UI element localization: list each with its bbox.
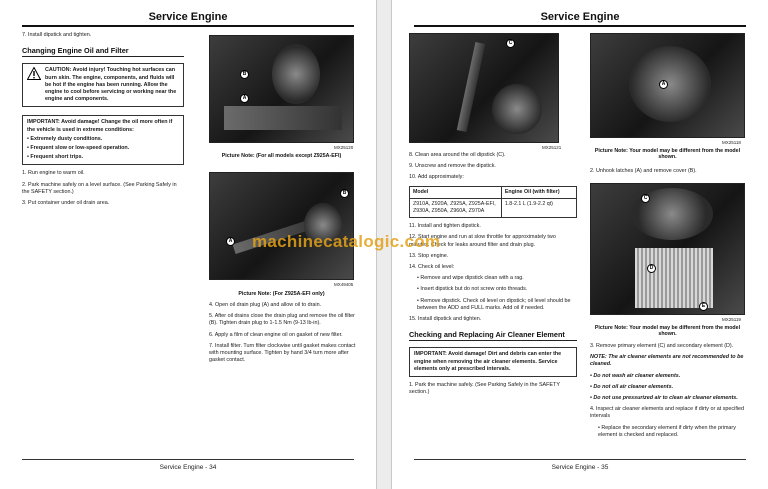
step-text: 3. Remove primary element (C) and secondary element (D). [590, 343, 734, 349]
step-text: 6. Apply a film of clean engine oil on gasket of new filter. [209, 331, 343, 338]
photo-id: MX25120 [334, 145, 354, 150]
step-text: 2. Unhook latches (A) and remove cover (B). [590, 168, 697, 174]
step-text: 9. Unscrew and remove the dipstick. [409, 163, 496, 170]
section-title: Changing Engine Oil and Filter [22, 47, 184, 57]
photo-id: MX49405 [334, 282, 354, 287]
bullet-text: • Remove and wipe dipstick clean with a rag. [417, 275, 524, 282]
bullet-text: • Replace the secondary element if dirty when the primary element is checked and replaced. [598, 424, 736, 438]
photo-id: MX25119 [722, 317, 741, 322]
note-bullet: • Do not wash air cleaner elements. [590, 372, 681, 379]
step-text: 12. Start engine and run at slow throttle for approximately two minutes. Check for leaks around filter and drain plug. [409, 234, 556, 248]
step-text: 11. Install and tighten dipstick. [409, 223, 481, 230]
note-text: NOTE: The air cleaner elements are not recommended to be cleaned. [590, 354, 744, 368]
photo-caption: Picture Note: (For all models except Z925A-EFI) [221, 153, 342, 159]
photo-id: MX25121 [542, 145, 562, 150]
step-text: 8. Clean area around the oil dipstick (C). [409, 152, 506, 158]
left-photo-steps [209, 302, 359, 368]
section-title: Checking and Replacing Air Cleaner Element [409, 331, 577, 341]
table-header: Engine Oil (with filter) [501, 186, 576, 198]
caution-box [22, 63, 184, 107]
photo-caption: Picture Note: Your model may be different from the model shown. [594, 325, 741, 337]
bullet-text: • Remove dipstick. Check oil level on dipstick; oil level should be between the ADD and FULL marks. Add oil if needed. [417, 297, 571, 311]
callout-label: B [240, 70, 249, 79]
bullet-text: • Insert dipstick but do not screw onto threads. [417, 286, 528, 293]
step-text: 13. Stop engine. [409, 252, 449, 259]
right-page [392, 0, 768, 489]
step-text: 7. Install dipstick and tighten. [22, 32, 92, 38]
step-text: 3. Put container under oil drain area. [22, 200, 110, 207]
step-text: 7. Install filter. Turn filter clockwise until gasket makes contact with mounting surface. Tighten by hand 3/4 turn more after gasket contact. [209, 342, 356, 364]
photo-caption: Picture Note: Your model may be different from the model shown. [594, 148, 741, 160]
step-text: 1. Run engine to warm oil. [22, 170, 85, 177]
watermark: machinecatalogic.com [252, 232, 441, 251]
table-row [410, 186, 577, 198]
caution-text: CAUTION: Avoid injury! Touching hot surfaces can burn skin. The engine, components, and fluids will be hot if the engine has been running. Allow the engine to cool before servicing or working near the engine and components. [45, 67, 177, 103]
oil-capacity-table [409, 186, 577, 219]
callout-label: C [506, 39, 515, 48]
list-item: • Frequent slow or low-speed operation. [27, 145, 130, 152]
step-text: 10. Add approximately: [409, 174, 464, 181]
step-text: 14. Check oil level: [409, 264, 455, 271]
air-cleaner-photo-2 [590, 183, 745, 315]
engine-photo-2 [209, 172, 354, 280]
left-text-column [22, 32, 184, 211]
step-text: 2. Park machine safely on a level surface. (See Parking Safely in the SAFETY section.) [22, 181, 177, 195]
conditions-list [27, 136, 179, 162]
callout-label: B [340, 189, 349, 198]
callout-label: A [240, 94, 249, 103]
warning-triangle-icon [27, 67, 41, 80]
list-item: • Frequent short trips. [27, 154, 84, 161]
important-text: IMPORTANT: Avoid damage! Change the oil more often if the vehicle is used in extreme conditions: [27, 119, 173, 133]
important-box [409, 347, 577, 377]
right-col2-step [590, 168, 746, 179]
right-page-header: Service Engine [414, 10, 746, 27]
callout-label: A [226, 237, 235, 246]
callout-label: E [699, 302, 708, 311]
right-page-footer: Service Engine - 35 [414, 459, 746, 471]
step-text: 4. Open oil drain plug (A) and allow oil to drain. [209, 302, 322, 308]
table-header: Model [410, 186, 502, 198]
table-cell: 1.8-2.1 L (1.9-2.2 qt) [501, 198, 576, 217]
photo-caption: Picture Note: (For Z925A-EFI only) [238, 291, 325, 297]
left-page-header: Service Engine [22, 10, 354, 27]
step-text: 4. Inspect air cleaner elements and replace if dirty or at specified intervals [590, 406, 745, 420]
important-box [22, 115, 184, 165]
dipstick-photo [409, 33, 559, 143]
step-text: 15. Install dipstick and tighten. [409, 316, 482, 323]
right-text-column [409, 152, 577, 400]
list-item: • Extremely dusty conditions. [27, 135, 103, 142]
left-page-footer: Service Engine - 34 [22, 459, 354, 471]
air-cleaner-photo-1 [590, 33, 745, 138]
right-col2-text [590, 343, 746, 443]
step-text: 5. After oil drains close the drain plug and remove the oil filter (B). Tighten drain plug to 1-1.5 Nm (9-13 lb-in). [209, 313, 355, 327]
engine-photo-1 [209, 35, 354, 143]
photo-id: MX25118 [722, 140, 741, 145]
table-row [410, 198, 577, 217]
callout-label: D [647, 264, 656, 273]
table-cell: Z910A, Z920A, Z925A, Z925A-EFI, Z930A, Z950A, Z960A, Z970A [410, 198, 502, 217]
step-text: 1. Park the machine safely. (See Parking Safely in the SAFETY section.) [409, 382, 560, 396]
important-text: IMPORTANT: Avoid damage! Dirt and debris can enter the engine when removing the air cleaner elements. Service elements only at prescribed intervals. [414, 351, 562, 372]
callout-label: C [641, 194, 650, 203]
note-bullet: • Do not oil air cleaner elements. [590, 383, 674, 390]
callout-label: A [659, 80, 668, 89]
note-bullet: • Do not use pressurized air to clean air cleaner elements. [590, 395, 738, 402]
